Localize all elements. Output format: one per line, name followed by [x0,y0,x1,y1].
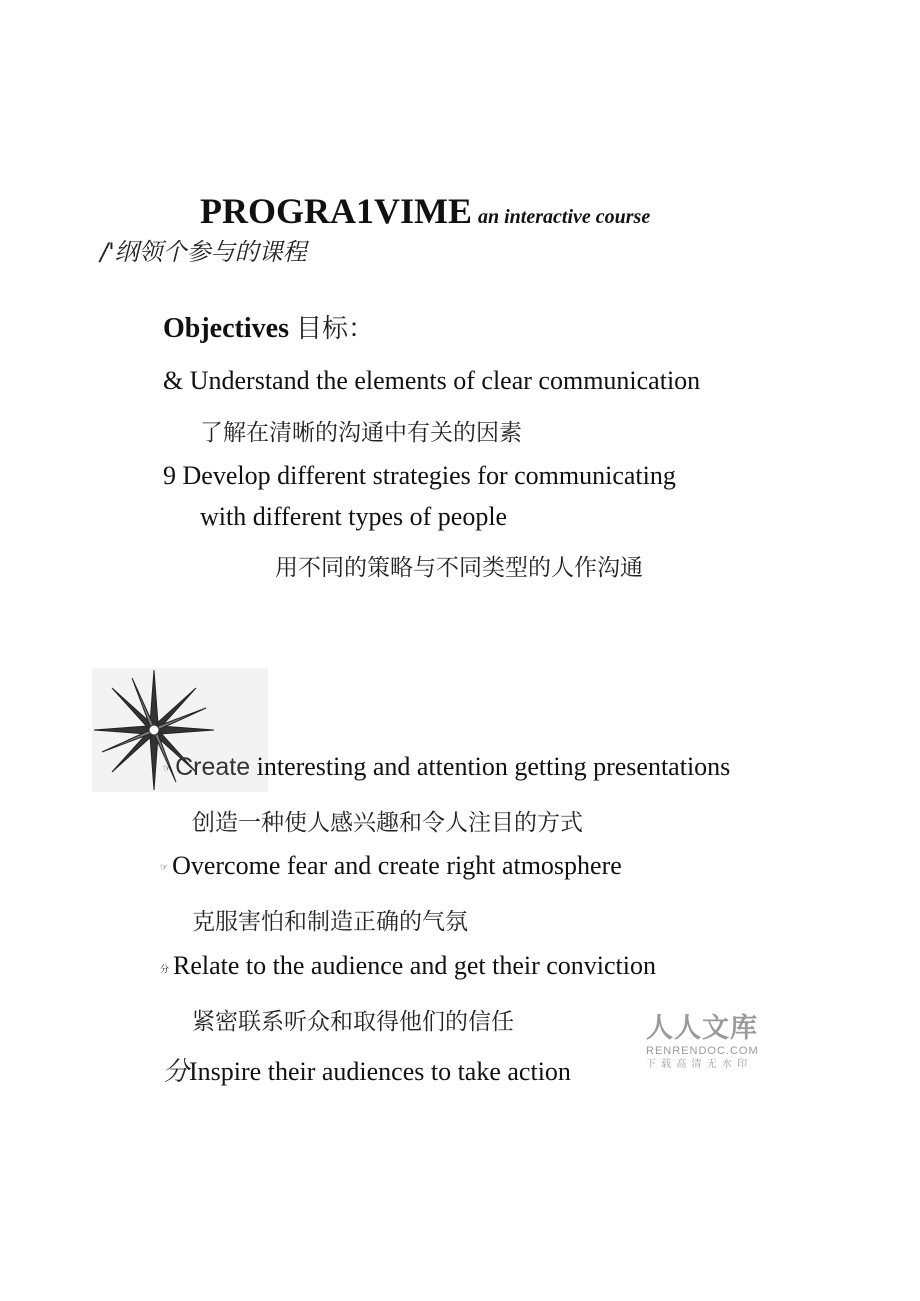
objective-text: Develop different strategies for communicating [182,461,676,490]
goal-item-3-cn: 紧密联系听众和取得他们的信任 [192,1009,514,1035]
goal-text: Overcome fear and create right atmosphere [172,851,622,880]
objective-item-1-cn: 了解在清晰的沟通中有关的因素 [200,420,522,446]
page-title [200,190,650,232]
objective-bullet: 9 [163,461,176,490]
title-text: PROGRA1VIME [200,191,472,231]
watermark-tagline: 下 载 高 清 无 水 印 [646,1059,749,1070]
objective-bullet: & [163,366,184,395]
goal-bullet: 分 [160,964,170,975]
objectives-heading [163,308,374,345]
goal-item-1 [163,752,730,782]
watermark-url: RENRENDOC.COM [646,1045,759,1057]
goal-lead-word: Create [175,753,251,781]
objective-item-2-cont: with different types of people [200,502,508,531]
objective-text: Understand the elements of clear communication [189,366,701,395]
goal-item-4 [163,1051,571,1088]
goal-item-2-cn: 克服害怕和制造正确的气氛 [192,909,468,935]
chinese-subtitle: /'纲领个参与的课程 [100,238,307,266]
goal-item-1-cn: 创造一种使人感兴趣和令人注目的方式 [192,810,583,836]
goal-item-2 [160,851,622,881]
watermark [646,1014,776,1078]
objectives-label: Objectives [163,313,289,344]
goal-text: Inspire their audiences to take action [189,1057,571,1086]
title-subtitle: an interactive course [478,206,651,228]
hand-pointer-icon: ☞ [163,764,172,775]
objectives-label-cn: 目标： [295,314,374,344]
goal-text: interesting and attention getting presentations [256,752,731,781]
goal-bullet: 分 [163,1057,190,1087]
goal-text: Relate to the audience and get their conviction [173,951,656,980]
objective-item-1 [163,366,700,396]
hand-pointer-icon: ☞ [160,863,169,874]
objective-item-2-cn: 用不同的策略与不同类型的人作沟通 [275,555,643,581]
goal-item-3 [160,951,656,981]
objective-item-2 [163,461,676,491]
watermark-brand: 人人文库 [646,1013,758,1044]
